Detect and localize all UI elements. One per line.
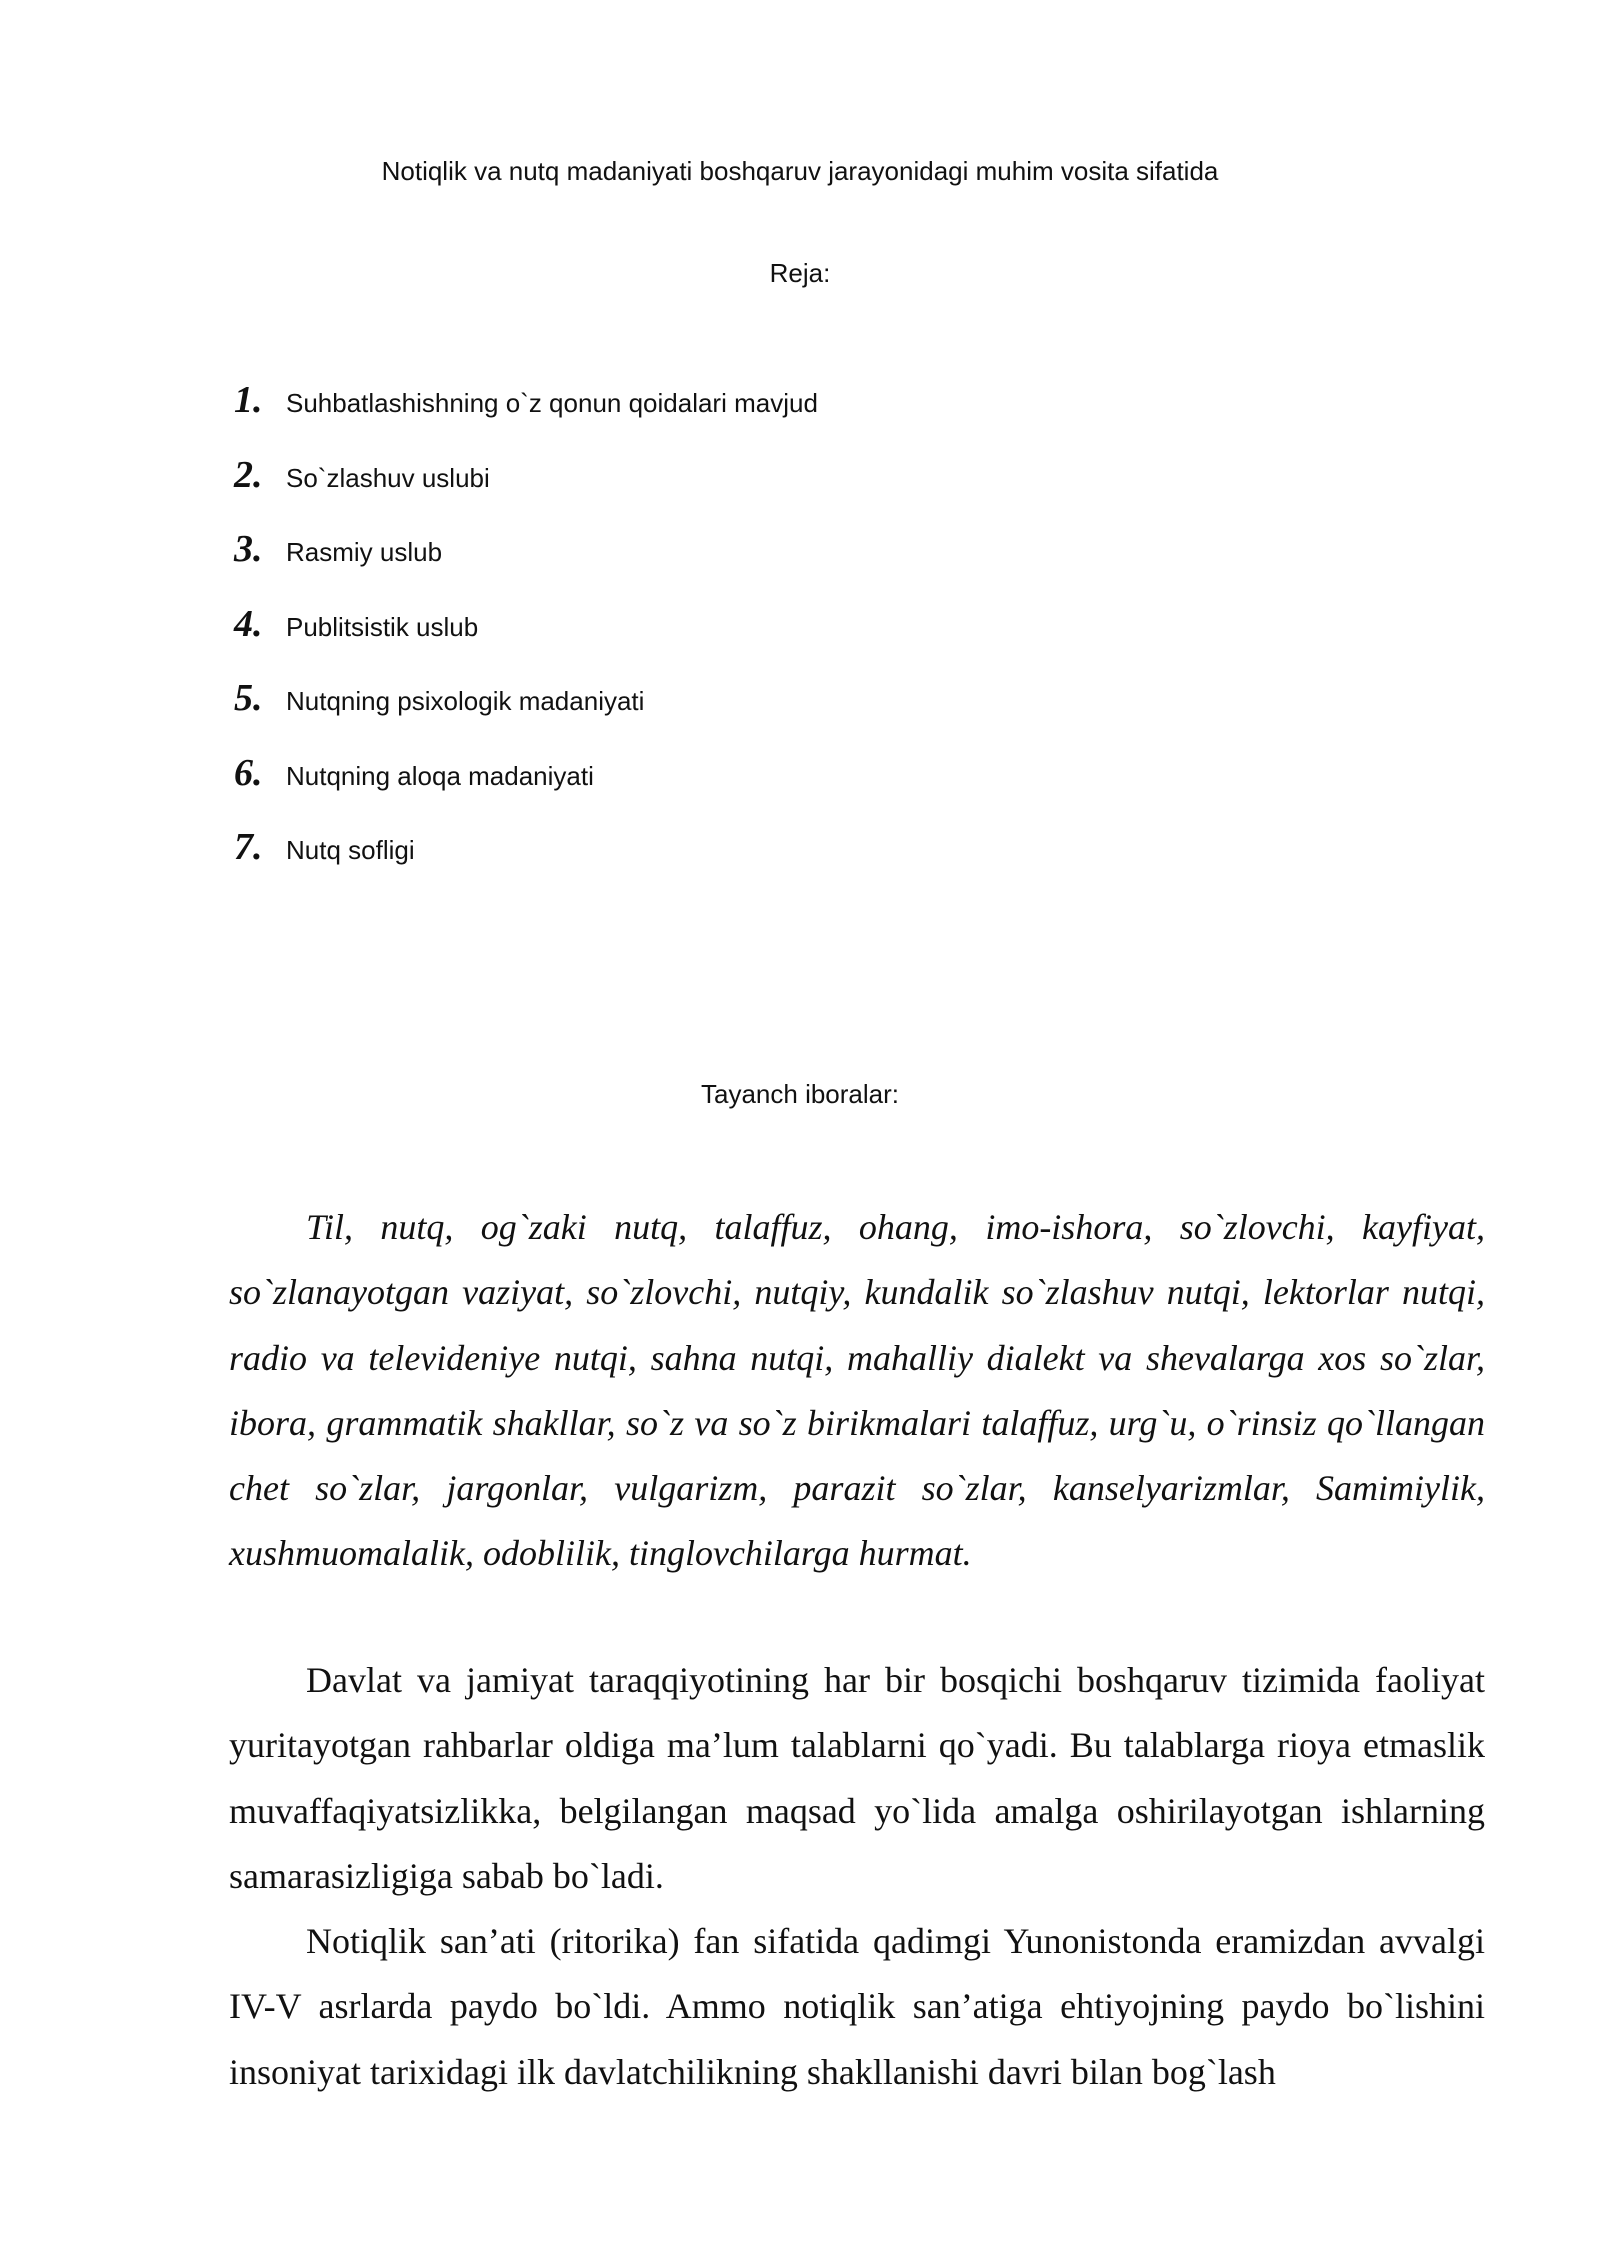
plan-item (234, 450, 818, 525)
plan-item (234, 822, 818, 897)
plan-item-number: 3. (234, 528, 263, 570)
plan-item-label: Rasmiy uslub (286, 537, 443, 567)
plan-item-label: Nutq sofligi (286, 835, 415, 865)
document-title: Notiqlik va nutq madaniyati boshqaruv jarayonidagi muhim vosita sifatida (381, 156, 1219, 186)
plan-item-number: 5. (234, 677, 263, 719)
body-paragraph: Notiqlik san’ati (ritorika) fan sifatida qadimgi Yunonistonda eramizdan avvalgi IV-V asrlarda paydo bo`ldi. Ammo notiqlik san’atiga ehtiyojning paydo bo`lishini insoniyat tarixidagi ilk davlatchilikning shakllanishi davri bilan bog`lash (229, 1921, 1485, 2092)
body-paragraph: Davlat va jamiyat taraqqiyotining har bir bosqichi boshqaruv tizimida faoliyat yuritayotgan rahbarlar oldiga ma’lum talablarni qo`yadi. Bu talablarga rioya etmaslik muvaffaqiyatsizlikka, belgilangan maqsad yo`lida amalga oshirilayotgan ishlarning samarasizligiga sabab bo`ladi. (229, 1660, 1485, 1896)
keywords-heading: Tayanch iboralar: (701, 1079, 899, 1109)
plan-item-label: Nutqning aloqa madaniyati (286, 760, 594, 791)
plan-item-label: Nutqning psixologik madaniyati (286, 686, 645, 716)
plan-item (234, 375, 818, 450)
plan-item-number: 1. (234, 379, 263, 421)
plan-item (234, 673, 818, 748)
plan-item-number: 2. (234, 453, 263, 496)
plan-item-label: So`zlashuv uslubi (286, 462, 490, 493)
plan-item-label: Publitsistik uslub (286, 611, 479, 642)
plan-item-number: 4. (234, 602, 263, 645)
keywords-paragraph: Til, nutq, og`zaki nutq, talaffuz, ohang, imo-ishora, so`zlovchi, kayfiyat, so`zlanayotgan vaziyat, so`zlovchi, nutqiy, kundalik so`zlashuv nutqi, lektorlar nutqi, radio va televideniye nutqi, sahna nutqi, mahalliy dialekt va shevalarga xos so`zlar, ibora, grammatik shakllar, so`z va so`z birikmalari talaffuz, urg`u, o`rinsiz qo`llangan chet so`zlar, jargonlar, vulgarizm, parazit so`zlar, kanselyarizmlar, Samimiylik, xushmuomalalik, odoblilik, tinglovchilarga hurmat. (229, 1207, 1485, 1574)
plan-list (234, 375, 818, 897)
plan-item (234, 748, 818, 823)
plan-item-number: 7. (234, 826, 263, 868)
plan-item (234, 599, 818, 674)
plan-item (234, 524, 818, 599)
plan-item-label: Suhbatlashishning o`z qonun qoidalari mavjud (286, 388, 818, 418)
body-text (229, 1648, 1485, 2105)
plan-item-number: 6. (234, 751, 263, 794)
plan-heading: Reja: (769, 258, 831, 288)
